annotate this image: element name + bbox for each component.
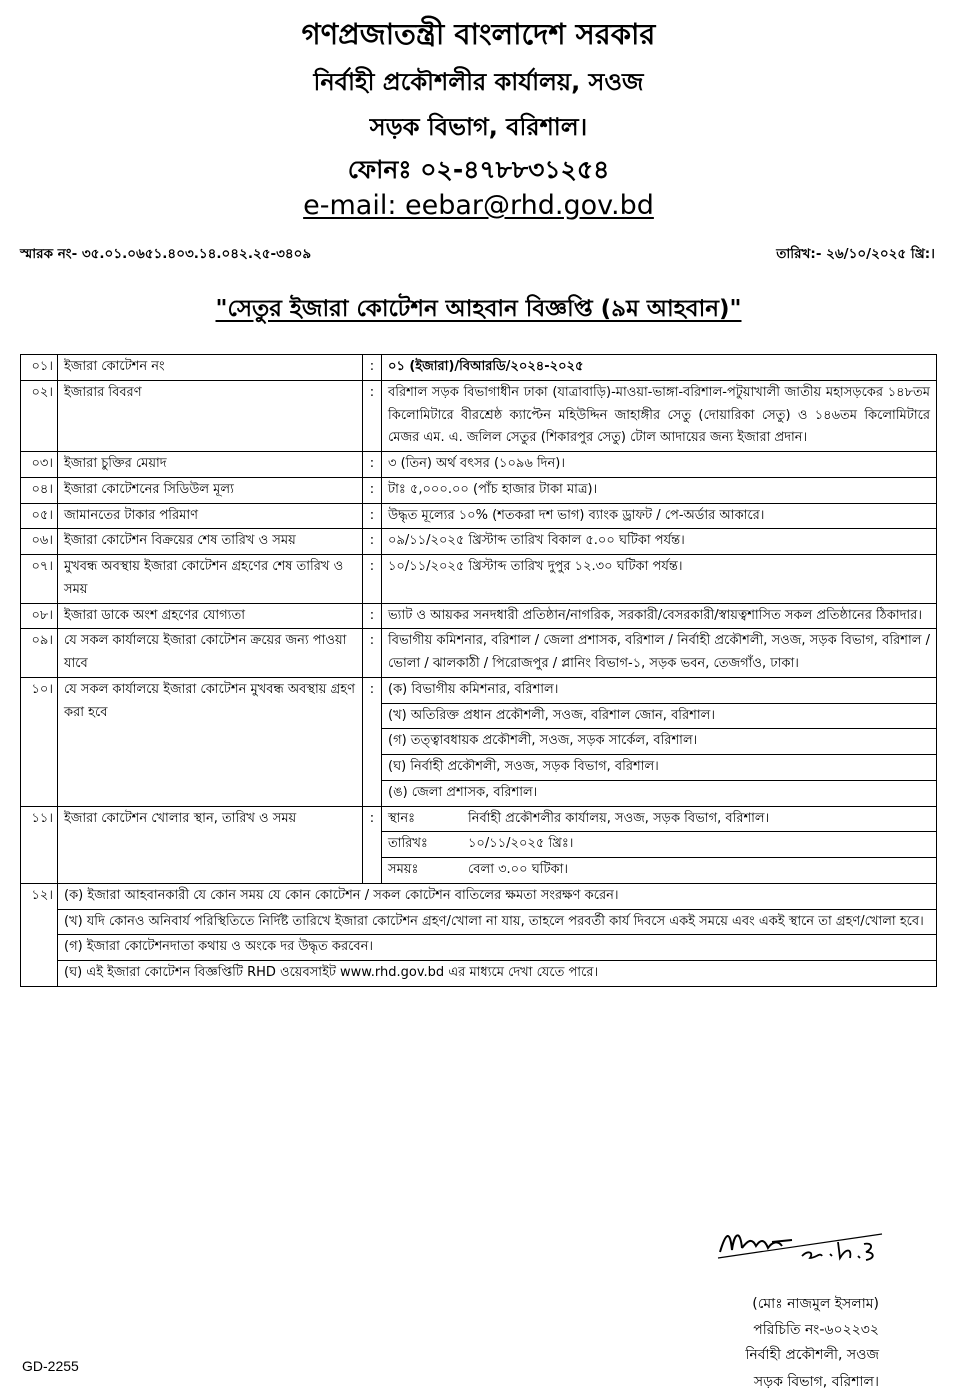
signatory-title: নির্বাহী প্রকৌশলী, সওজ [745,1347,879,1363]
row-value: ৩ (তিন) অর্থ বৎসর (১০৯৬ দিন)। [382,452,937,478]
row-serial: ০১। [21,355,58,381]
date-key: তারিখঃ [388,836,428,852]
table-row [21,603,937,629]
row-serial: ১২। [21,883,58,986]
list-item: (গ) তত্ত্বাবধায়ক প্রকৌশলী, সওজ, সড়ক সার্কেল, বরিশাল। [382,729,936,755]
row-value: বিভাগীয় কমিশনার, বরিশাল / জেলা প্রশাসক, বরিশাল / নির্বাহী প্রকৌশলী, সওজ, সড়ক বিভাগ, বরিশাল / ভোলা / ঝালকাঠী / পিরোজপুর / প্লানিং বিভাগ-১, সড়ক ভবন, তেজগাঁও, ঢাকা। [382,629,937,678]
row-colon: : [363,529,382,555]
list-item: (খ) অতিরিক্ত প্রধান প্রকৌশলী, সওজ, বরিশাল জোন, বরিশাল। [382,704,936,730]
row-colon: : [363,677,382,806]
row-value: উদ্ধৃত মূল্যের ১০% (শতকরা দশ ভাগ) ব্যাংক ড্রাফট / পে-অর্ডার আকারে। [382,503,937,529]
list-item: (ঘ) এই ইজারা কোটেশন বিজ্ঞপ্তিটি RHD ওয়েবসাইট www.rhd.gov.bd এর মাধ্যমে দেখা যেতে পারে। [64,965,599,980]
row-serial: ০৫। [21,503,58,529]
phone-number: ফোনঃ ০২-৪৭৮৮৩১২৫৪ [347,155,610,184]
row-label: ইজারা কোটেশন বিক্রয়ের শেষ তারিখ ও সময় [58,529,363,555]
row-label: ইজারা ডাকে অংশ গ্রহণের যোগ্যতা [58,603,363,629]
row-serial: ০৯। [21,629,58,678]
row-value: ০৯/১১/২০২৫ খ্রিস্টাব্দ তারিখ বিকাল ৫.০০ ঘটিকা পর্যন্ত। [382,529,937,555]
row-value: টাঃ ৫,০০০.০০ (পাঁচ হাজার টাকা মাত্র)। [382,477,937,503]
opening-place [382,807,936,833]
row-serial: ০৪। [21,477,58,503]
table-row [21,355,937,381]
row-value: ভ্যাট ও আয়কর সনদধারী প্রতিষ্ঠান/নাগরিক, সরকারী/বেসরকারী/স্বায়ত্বশাসিত সকল প্রতিষ্ঠানের ঠিকাদার। [382,603,937,629]
opening-date [382,832,936,858]
notice-title [0,290,957,329]
govt-title: গণপ্রজাতন্ত্রী বাংলাদেশ সরকার [301,17,656,51]
place-value: নির্বাহী প্রকৌশলীর কার্যালয়, সওজ, সড়ক বিভাগ, বরিশাল। [468,810,770,826]
row-value: বরিশাল সড়ক বিভাগাধীন ঢাকা (যাত্রাবাড়ি)-মাওয়া-ভাঙ্গা-বরিশাল-পটুয়াখালী জাতীয় মহাসড়কের ১৪৮তম কিলোমিটারে বীরশ্রেষ্ঠ ক্যাপ্টেন মহিউদ্দিন জাহাঙ্গীর সেতু (দোয়ারিকা সেতু) ও ১৪৬তম কিলোমিটারে মেজর এম. এ. জলিল সেতুর (শিকারপুর সেতু) টোল আদায়ের জন্য ইজারা প্রদান। [382,380,937,451]
row-serial: ০৬। [21,529,58,555]
row-serial: ১০। [21,677,58,806]
signatory-name: (মোঃ নাজমুল ইসলাম) [752,1296,879,1312]
list-item: (খ) যদি কোনও অনিবার্য পরিস্থিতিতে নির্দিষ্ট তারিখে ইজারা কোটেশন গ্রহণ/খোলা না যায়, তাহলে পরবর্তী কার্য দিবসে একই সময়ে এবং একই স্থানে তা গ্রহণ/খোলা হবে। [58,910,936,936]
row-serial: ০৩। [21,452,58,478]
division-name: সড়ক বিভাগ, বরিশাল। [369,113,588,141]
table-row [21,555,937,604]
signatory-department: সড়ক বিভাগ, বরিশাল। [753,1374,879,1390]
row-serial: ০২। [21,380,58,451]
table-row [21,477,937,503]
row-value: ০১ (ইজারা)/বিআরডি/২০২৪-২০২৫ [382,355,937,381]
row-serial: ১১। [21,806,58,883]
table-row [21,806,937,883]
table-row [21,452,937,478]
row-label: যে সকল কার্যালয়ে ইজারা কোটেশন মুখবন্ধ অবস্থায় গ্রহণ করা হবে [58,677,363,806]
table-row [21,503,937,529]
table-row [21,529,937,555]
opening-details [382,806,937,883]
row-colon: : [363,477,382,503]
row-label: ইজারা কোটেশন নং [58,355,363,381]
row-label: জামানতের টাকার পরিমাণ [58,503,363,529]
terms-list [58,883,937,986]
table-row [21,883,937,986]
list-item: (ঙ) জেলা প্রশাসক, বরিশাল। [388,784,538,800]
row-value: ১০/১১/২০২৫ খ্রিস্টাব্দ তারিখ দুপুর ১২.৩০ ঘটিকা পর্যন্ত। [382,555,937,604]
email-address [0,190,957,221]
opening-time [382,858,936,883]
row-colon: : [363,355,382,381]
email-text: e-mail: eebar@rhd.gov.bd [303,190,654,221]
row-colon: : [363,629,382,678]
row-label: ইজারার বিবরণ [58,380,363,451]
receiving-offices-list [382,677,937,806]
row-colon: : [363,452,382,478]
row-label: ইজারা কোটেশন খোলার স্থান, তারিখ ও সময় [58,806,363,883]
list-item: (ক) বিভাগীয় কমিশনার, বরিশাল। [382,678,936,704]
date-value: ১০/১১/২০২৫ খ্রিঃ। [468,836,574,852]
place-key: স্থানঃ [388,810,416,826]
table-row [21,629,937,678]
time-key: সময়ঃ [388,862,419,877]
row-colon: : [363,603,382,629]
office-name: নির্বাহী প্রকৌশলীর কার্যালয়, সওজ [313,68,644,96]
notice-table [20,354,937,987]
row-label: যে সকল কার্যালয়ে ইজারা কোটেশন ক্রয়ের জন্য পাওয়া যাবে [58,629,363,678]
row-colon: : [363,806,382,883]
memo-number: স্মারক নং- ৩৫.০১.০৬৫১.৪০৩.১৪.০৪২.২৫-৩৪০৯ [20,246,312,262]
row-label: মুখবন্ধ অবস্থায় ইজারা কোটেশন গ্রহণের শেষ তারিখ ও সময় [58,555,363,604]
signatory-id: পরিচিতি নং-৬০২২৩২ [753,1322,879,1338]
table-row [21,677,937,806]
list-item: (ক) ইজারা আহবানকারী যে কোন সময় যে কোন কোটেশন / সকল কোটেশন বাতিলের ক্ষমতা সংরক্ষণ করেন। [58,884,936,910]
row-serial: ০৭। [21,555,58,604]
list-item: (ঘ) নির্বাহী প্রকৌশলী, সওজ, সড়ক বিভাগ, বরিশাল। [382,755,936,781]
handwritten-signature [712,1212,902,1272]
row-label: ইজারা চুক্তির মেয়াদ [58,452,363,478]
row-colon: : [363,503,382,529]
memo-date: তারিখ:- ২৬/১০/২০২৫ খ্রি:। [776,246,935,262]
row-colon: : [363,380,382,451]
row-label: ইজারা কোটেশনের সিডিউল মূল্য [58,477,363,503]
list-item: (গ) ইজারা কোটেশনদাতা কথায় ও অংকে দর উদ্ধৃত করবেন। [58,935,936,961]
table-row [21,380,937,451]
document-code: GD-2255 [22,1358,79,1374]
time-value: বেলা ৩.০০ ঘটিকা। [468,862,569,877]
row-colon: : [363,555,382,604]
row-serial: ০৮। [21,603,58,629]
notice-title-text: "সেতুর ইজারা কোটেশন আহবান বিজ্ঞপ্তি (৯ম আহবান)" [215,296,742,322]
